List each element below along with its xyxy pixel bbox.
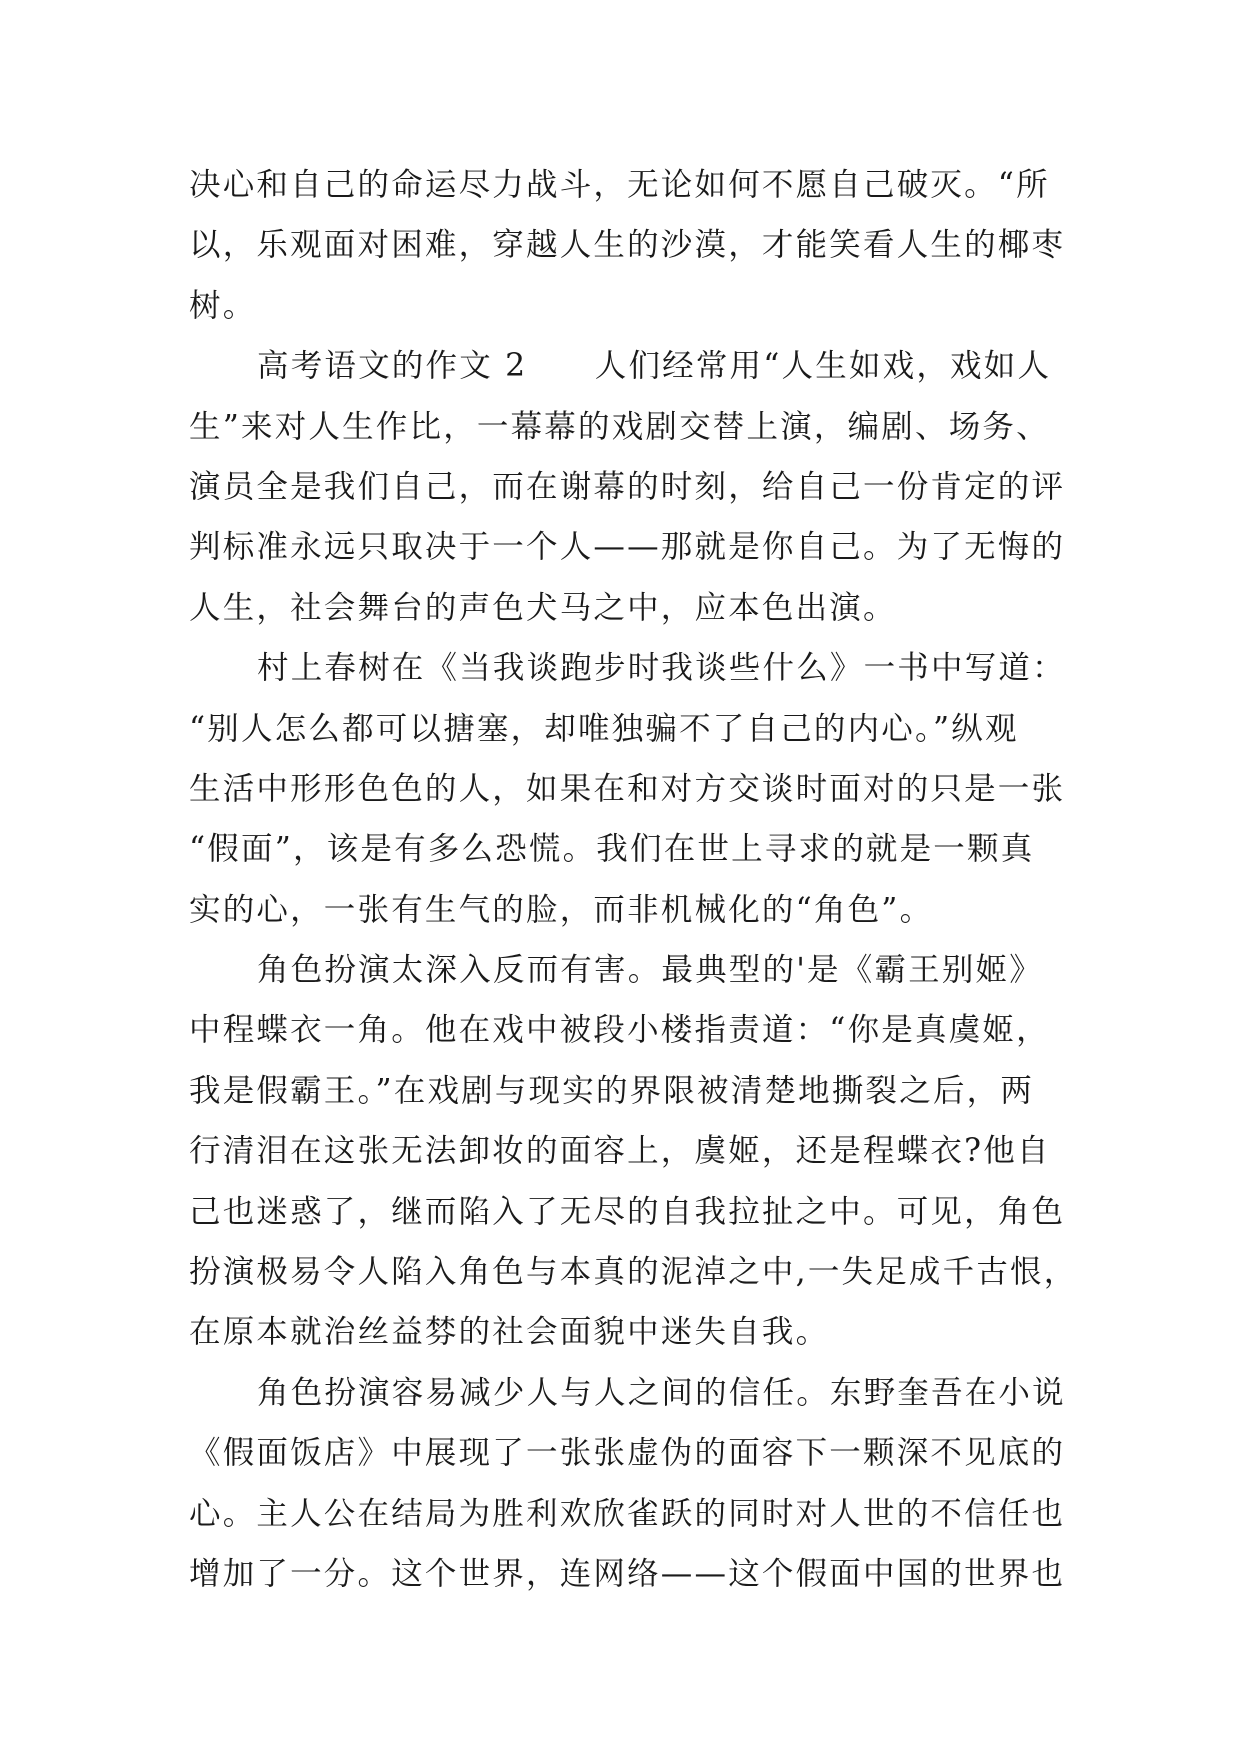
text-line: 实的心，一张有生气的脸，而非机械化的“角色”。 (189, 891, 934, 928)
text-line: 高考语文的作文 2 人们经常用“人生如戏，戏如人 (257, 348, 1052, 385)
text-line: 《假面饭店》中展现了一张张虚伪的面容下一颗深不见底的 (189, 1435, 1066, 1472)
text-line: 村上春树在《当我谈跑步时我谈些什么》一书中写道： (257, 650, 1066, 687)
text-line: 中程蝶衣一角。他在戏中被段小楼指责道：“你是真虞姬， (189, 1012, 1050, 1049)
text-line: 角色扮演容易减少人与人之间的信任。东野奎吾在小说 (257, 1374, 1066, 1411)
text-line: 扮演极易令人陷入角色与本真的泥淖之中,一失足成千古恨， (189, 1254, 1078, 1291)
text-line: 在原本就治丝益棼的社会面貌中迷失自我。 (189, 1314, 830, 1351)
text-line: “假面”，该是有多么恐慌。我们在世上寻求的就是一颗真 (189, 831, 1035, 868)
text-line: 以，乐观面对困难，穿越人生的沙漠，才能笑看人生的椰枣 (189, 227, 1066, 264)
text-line: 生活中形形色色的人，如果在和对方交谈时面对的只是一张 (189, 770, 1066, 807)
text-line: 人生，社会舞台的声色犬马之中，应本色出演。 (189, 589, 897, 626)
text-line: 树。 (189, 287, 257, 324)
text-line: 行清泪在这张无法卸妆的面容上，虞姬，还是程蝶衣?他自 (189, 1133, 1051, 1170)
text-line: 演员全是我们自己，而在谢幕的时刻，给自己一份肯定的评 (189, 468, 1066, 505)
text-line: 决心和自己的命运尽力战斗，无论如何不愿自己破灭。“所 (189, 167, 1050, 203)
text-line: 增加了一分。这个世界，连网络——这个假面中国的世界也 (189, 1555, 1066, 1592)
text-line: “别人怎么都可以搪塞，却唯独骗不了自己的内心。”纵观 (189, 710, 1019, 747)
essay-body (189, 155, 1078, 1604)
text-line: 心。主人公在结局为胜利欢欣雀跃的同时对人世的不信任也 (189, 1495, 1066, 1532)
text-line: 生”来对人生作比，一幕幕的戏剧交替上演，编剧、场务、 (189, 408, 1050, 445)
text-line: 我是假霸王。”在戏剧与现实的界限被清楚地撕裂之后，两 (189, 1072, 1035, 1109)
text-line: 己也迷惑了，继而陷入了无尽的自我拉扯之中。可见，角色 (189, 1193, 1066, 1230)
text-line: 判标准永远只取决于一个人——那就是你自己。为了无悔的 (189, 529, 1066, 566)
text-line: 角色扮演太深入反而有害。最典型的'是《霸王别姬》 (257, 952, 1043, 989)
